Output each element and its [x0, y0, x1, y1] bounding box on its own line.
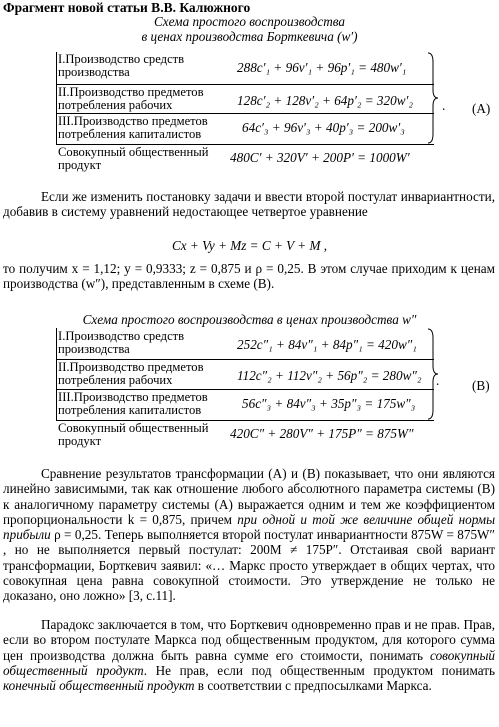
- invariance-formula: Cx + Vy + Mz = C + V + M ,: [171, 238, 328, 253]
- row-label: II.Производство предметов потребления рабочих: [58, 85, 204, 113]
- scheme-b-row-3: [0, 390, 499, 424]
- paragraph-4-italic-2: конечный общественный продукт: [3, 678, 195, 694]
- row-equation: 252c″₁ + 84v″₁ + 84p″₁ = 420w″₁: [237, 337, 417, 352]
- paragraph-2: то получим x = 1,12; y = 0,9333; z = 0,875 и ρ = 0,25. В этом случае приходим к ценам производства (w″), представленным в схеме (В).: [3, 261, 495, 292]
- row-equation: 112c″₂ + 112v″₂ + 56p″₂ = 280w″₂: [237, 368, 422, 383]
- right-brace-icon: [426, 52, 440, 144]
- total-label: Совокупный общественный продукт: [58, 421, 209, 449]
- paragraph-4-text-a: Парадокс заключается в том, что Борткевич одновременно прав и не прав. Прав, если во втором постулате Маркса под общественным продуктом, для которого сумма цен производства должна быть равна сумме его стоимости, понимать: [3, 617, 495, 663]
- scheme-b-dot: .: [436, 373, 440, 388]
- left-border: [56, 52, 57, 144]
- scheme-b-tag: (B): [472, 378, 490, 393]
- total-equation: 480C′ + 320V′ + 200P′ = 1000W′: [230, 150, 410, 165]
- article-title: Фрагмент новой статьи В.В. Калюжного: [3, 0, 251, 15]
- row-label: II.Производство предметов потребления рабочих: [58, 360, 204, 388]
- paragraph-1: Если же изменить постановку задачи и ввести второй постулат инвариантности, добавив в систему уравнений недостающее четвертое уравнение: [3, 189, 495, 220]
- paragraph-4-text-b: . Не прав, если под общественным продуктом понимать: [143, 662, 495, 678]
- scheme-a-tag: (A): [472, 101, 491, 116]
- scheme-b-row-1: [0, 328, 499, 362]
- paragraph-4-italic-1: совокупный общественный продукт: [3, 647, 495, 678]
- scheme-b-caption: Схема простого воспроизводства в ценах производства w″: [82, 312, 417, 327]
- scheme-a-row-1: [0, 51, 499, 85]
- scheme-a-total: [0, 145, 499, 179]
- total-label: Совокупный общественный продукт: [58, 145, 209, 173]
- row-label: I.Производство средств производства: [58, 329, 185, 357]
- row-label: III.Производство предметов потребления капиталистов: [58, 114, 208, 142]
- row-label: III.Производство предметов потребления капиталистов: [58, 390, 208, 418]
- paragraph-4-text-c: в соответствии с предпосылками Маркса.: [194, 678, 432, 694]
- paragraph-4: [3, 617, 495, 693]
- paragraph-3-italic: при одной и той же величине общей нормы прибыли: [3, 511, 496, 543]
- row-equation: 288c′₁ + 96v′₁ + 96p′₁ = 480w′₁: [237, 60, 407, 75]
- scheme-a-caption-2: в ценах производства Борткевича (w′): [141, 29, 358, 44]
- row-equation: 64c′₃ + 96v′₃ + 40p′₃ = 200w′₃: [242, 120, 405, 135]
- scheme-a-dot: .: [442, 98, 446, 113]
- row-equation: 128c′₂ + 128v′₂ + 64p′₂ = 320w′₂: [237, 93, 413, 108]
- paragraph-3-text-b: ρ = 0,25. Теперь выполняется второй постулат инвариантности 875W = 875W″ , но не выполняется первый постулат: 200M ≠ 175P″. Отстаивая свой вариант трансформации, Борткевич заявил: «… Маркс просто утверждает в общих чертах, что совокупная цена равна совокупной стоимости. Это утверждение не только не доказано, оно ложно» [3, с.11].: [3, 527, 495, 604]
- total-equation: 420C″ + 280V″ + 175P″ = 875W″: [230, 426, 414, 441]
- scheme-a-caption-1: Схема простого воспроизводства: [153, 14, 346, 29]
- row-equation: 56c″₃ + 84v″₃ + 35p″₃ = 175w″₃: [242, 396, 416, 411]
- paragraph-3-text-a: Сравнение результатов трансформации (А) и (В) показывает, что они являются линейно зависимыми, так как отношение любого абсолютного параметра системы (В) к аналогичному параметру системы (А) выражается одним и тем же коэффициентом пропорциональности k = 0,875, причем: [3, 466, 495, 527]
- scheme-a-row-3: [0, 114, 499, 148]
- left-border: [56, 328, 57, 420]
- row-label: I.Производство средств производства: [58, 52, 185, 80]
- scheme-b-total: [0, 421, 499, 455]
- paragraph-3: [3, 466, 495, 604]
